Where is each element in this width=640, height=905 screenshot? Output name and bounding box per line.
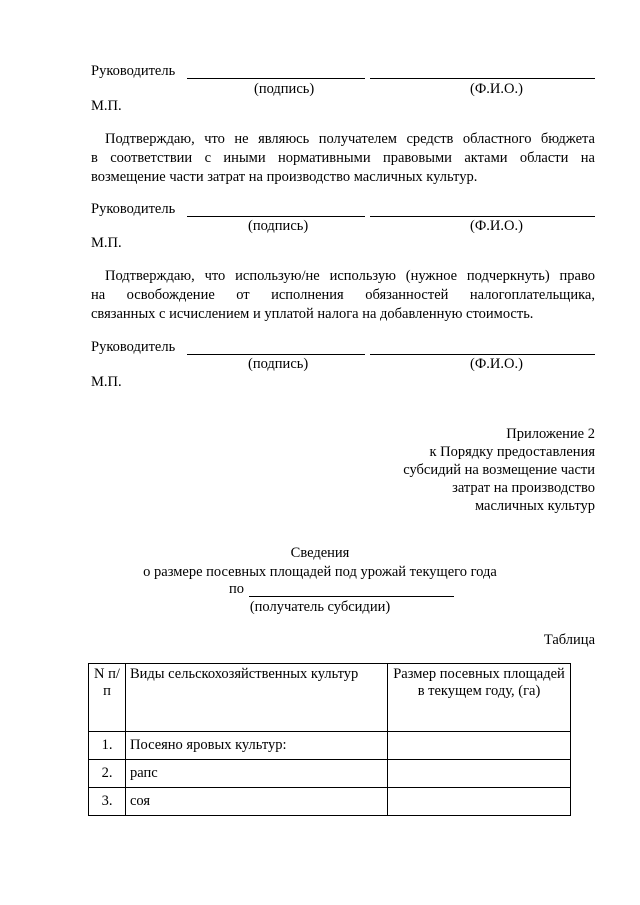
row-crop: рапс (126, 760, 388, 788)
recipient-line[interactable] (249, 596, 454, 597)
signature-line[interactable] (187, 216, 365, 217)
row-area[interactable] (388, 732, 571, 760)
signature-caption: (подпись) (248, 218, 309, 234)
stamp-label: М.П. (91, 374, 122, 390)
header-number: N п/п (89, 664, 126, 732)
row-crop: Посеяно яровых культур: (126, 732, 388, 760)
row-area[interactable] (388, 760, 571, 788)
stamp-label: М.П. (91, 98, 122, 114)
appendix-line: затрат на производство (452, 480, 595, 496)
appendix-line: масличных культур (474, 498, 595, 514)
paragraph-line: связанных с исчислением и уплатой налога на добавленную стоимость. (91, 306, 534, 322)
table-label: Таблица (543, 632, 595, 648)
table-row (89, 760, 571, 788)
confirmation-paragraph (91, 267, 595, 324)
appendix-block (403, 425, 595, 515)
name-caption: (Ф.И.О.) (470, 81, 523, 97)
table-header-row (89, 664, 571, 732)
row-area[interactable] (388, 788, 571, 816)
row-number: 1. (89, 732, 126, 760)
name-line[interactable] (370, 78, 595, 79)
name-caption: (Ф.И.О.) (470, 218, 523, 234)
appendix-line: Приложение 2 (506, 426, 595, 442)
name-line[interactable] (370, 216, 595, 217)
row-number: 2. (89, 760, 126, 788)
name-caption: (Ф.И.О.) (470, 356, 523, 372)
signature-label: Руководитель (91, 201, 176, 217)
header-area: Размер посевных площадей в текущем году, (га) (388, 664, 571, 732)
signature-line[interactable] (187, 354, 365, 355)
confirmation-paragraph (91, 130, 595, 187)
paragraph-line: в соответствии с иными нормативными правовыми актами области на (91, 150, 595, 166)
signature-line[interactable] (187, 78, 365, 79)
appendix-line: к Порядку предоставления (429, 444, 595, 460)
header-crop: Виды сельскохозяйственных культур (126, 664, 388, 732)
name-line[interactable] (370, 354, 595, 355)
document-title: Сведения (290, 545, 350, 561)
table-row (89, 732, 571, 760)
recipient-prefix: по (229, 581, 245, 597)
table-row (89, 788, 571, 816)
paragraph-line: на освобождение от исполнения обязанностей налогоплательщика, (91, 287, 595, 303)
paragraph-line: Подтверждаю, что не являюсь получателем средств областного бюджета (105, 131, 595, 147)
signature-caption: (подпись) (248, 356, 309, 372)
sown-area-table (88, 663, 571, 816)
row-crop: соя (126, 788, 388, 816)
stamp-label: М.П. (91, 235, 122, 251)
appendix-line: субсидий на возмещение части (403, 462, 595, 478)
signature-label: Руководитель (91, 63, 176, 79)
recipient-caption: (получатель субсидии) (249, 599, 391, 615)
paragraph-line: возмещение части затрат на производство масличных культур. (91, 169, 478, 185)
document-subtitle: о размере посевных площадей под урожай текущего года (143, 564, 497, 580)
signature-caption: (подпись) (254, 81, 315, 97)
signature-label: Руководитель (91, 339, 176, 355)
paragraph-line: Подтверждаю, что использую/не использую (нужное подчеркнуть) право (105, 268, 595, 284)
row-number: 3. (89, 788, 126, 816)
